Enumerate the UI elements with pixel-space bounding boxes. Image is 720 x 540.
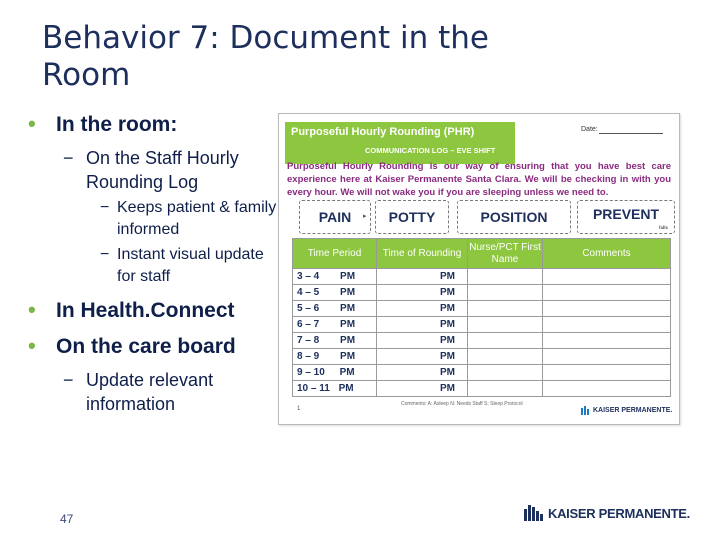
- dash-icon: −: [63, 148, 74, 168]
- bullet-list: [28, 112, 278, 416]
- time-slot: 6 – 7: [297, 319, 320, 330]
- comments-cell: [543, 365, 671, 381]
- sub-bullet-staff-log: [28, 146, 278, 194]
- nurse-cell: [468, 269, 543, 285]
- brand-logo: [524, 505, 690, 521]
- pm-label: PM: [340, 303, 356, 314]
- column-header-time-period: Time Period: [293, 239, 377, 269]
- table-row: [293, 365, 671, 381]
- column-header-nurse: Nurse/PCT First Name: [468, 239, 543, 269]
- pm-label: PM: [440, 351, 455, 362]
- category-position: [457, 200, 571, 234]
- table-row: [293, 317, 671, 333]
- pm-label: PM: [340, 319, 356, 330]
- nurse-cell: [468, 349, 543, 365]
- bullet-in-room: [28, 112, 278, 138]
- date-line: [599, 133, 663, 134]
- bullet-care-board: [28, 334, 278, 360]
- time-slot-cell: [293, 349, 377, 365]
- pm-label: PM: [440, 303, 455, 314]
- dash-icon: −: [100, 246, 110, 263]
- rounding-time-cell: [377, 365, 468, 381]
- table-row: [293, 285, 671, 301]
- sub-sub-bullet-keeps-informed: [28, 197, 278, 241]
- rounding-time-cell: [377, 349, 468, 365]
- time-slot: 7 – 8: [297, 335, 320, 346]
- pm-label: PM: [440, 287, 455, 298]
- bullet-health-connect: [28, 298, 278, 324]
- pm-label: PM: [339, 367, 355, 378]
- pm-label: PM: [440, 335, 455, 346]
- pm-label: PM: [340, 351, 356, 362]
- comments-cell: [543, 301, 671, 317]
- time-slot-cell: [293, 317, 377, 333]
- brand-text: KAISER PERMANENTE.: [548, 505, 690, 521]
- title-line-1: Behavior 7: Document in the: [42, 20, 489, 56]
- category-label: POTTY: [388, 209, 436, 225]
- comments-cell: [543, 317, 671, 333]
- comments-cell: [543, 285, 671, 301]
- form-footer-legend: Comments: A: Asleep N: Needs Staff S: Sleep Protocol: [401, 401, 523, 407]
- date-label: Date:: [581, 126, 598, 133]
- sub-bullet-update-info: [28, 368, 278, 416]
- bullet-dot-icon: •: [28, 333, 36, 358]
- rounding-time-cell: [377, 301, 468, 317]
- time-slot-cell: [293, 381, 377, 397]
- category-label: PREVENT: [592, 206, 660, 222]
- bullet-text: On the care board: [56, 335, 236, 358]
- table-header-row: [293, 239, 671, 269]
- pm-label: PM: [340, 335, 356, 346]
- comments-cell: [543, 349, 671, 365]
- table-row: [293, 381, 671, 397]
- pm-label: PM: [340, 271, 356, 282]
- nurse-cell: [468, 365, 543, 381]
- comments-cell: [543, 269, 671, 285]
- sub-bullet-text: On the Staff Hourly Rounding Log: [86, 148, 239, 192]
- comments-cell: [543, 381, 671, 397]
- table-row: [293, 301, 671, 317]
- form-page-number: 1: [297, 406, 301, 412]
- title-line-2: Room: [42, 57, 131, 93]
- category-pain: [299, 200, 371, 234]
- form-brand-text: KAISER PERMANENTE.: [593, 407, 673, 414]
- rounding-time-cell: [377, 317, 468, 333]
- rounding-time-cell: [377, 333, 468, 349]
- time-slot-cell: [293, 269, 377, 285]
- column-header-comments: Comments: [543, 239, 671, 269]
- bullet-dot-icon: •: [28, 111, 36, 136]
- form-intro: Purposeful Hourly Rounding is our way of ensuring that you have best care experience here at Kaiser Permanente Santa Clara. We will be checking in with you every hour. We will not wake you if you are sleeping unless we need to.: [287, 161, 671, 198]
- time-slot-cell: [293, 285, 377, 301]
- pm-label: PM: [440, 367, 455, 378]
- table-row: [293, 269, 671, 285]
- sub-sub-bullet-text: Keeps patient & family informed: [117, 199, 277, 238]
- dash-icon: −: [100, 199, 110, 216]
- nurse-cell: [468, 333, 543, 349]
- form-brand-logo: [581, 406, 672, 415]
- rounding-time-cell: [377, 381, 468, 397]
- sub-sub-bullet-visual-update: [28, 244, 278, 288]
- page-number: 47: [60, 512, 74, 526]
- rounding-time-cell: [377, 269, 468, 285]
- rounding-time-cell: [377, 285, 468, 301]
- time-slot: 8 – 9: [297, 351, 320, 362]
- prevent-sub-label: falls: [658, 225, 668, 230]
- time-slot: 3 – 4: [297, 271, 320, 282]
- arrow-icon: ▸: [363, 213, 367, 220]
- slide-title: [42, 20, 522, 94]
- bullet-text: In the room:: [56, 113, 178, 136]
- time-slot-cell: [293, 333, 377, 349]
- column-header-time-of-rounding: Time of Rounding: [377, 239, 468, 269]
- time-slot: 9 – 10: [297, 367, 325, 378]
- pm-label: PM: [338, 383, 354, 394]
- bullet-text: In Health.Connect: [56, 299, 235, 322]
- pm-label: PM: [440, 319, 455, 330]
- nurse-cell: [468, 317, 543, 333]
- category-prevent: [577, 200, 675, 234]
- table-row: [293, 333, 671, 349]
- form-header: [285, 122, 515, 164]
- dash-icon: −: [63, 370, 74, 390]
- table-row: [293, 349, 671, 365]
- rounding-table: [292, 238, 671, 397]
- time-slot: 10 – 11: [297, 383, 330, 394]
- kaiser-logo-icon: [581, 406, 591, 415]
- pm-label: PM: [340, 287, 356, 298]
- time-slot: 4 – 5: [297, 287, 320, 298]
- form-title: Purposeful Hourly Rounding (PHR): [291, 126, 475, 138]
- kaiser-logo-icon: [524, 505, 544, 521]
- rounding-log-form: [278, 113, 680, 425]
- pm-label: PM: [440, 383, 455, 394]
- category-label: PAIN: [318, 209, 352, 225]
- comments-cell: [543, 333, 671, 349]
- form-subtitle: COMMUNICATION LOG – EVE SHIFT: [365, 146, 496, 155]
- bullet-dot-icon: •: [28, 297, 36, 322]
- time-slot: 5 – 6: [297, 303, 320, 314]
- sub-bullet-text: Update relevant information: [86, 370, 214, 414]
- nurse-cell: [468, 381, 543, 397]
- sub-sub-bullet-text: Instant visual update for staff: [117, 246, 264, 285]
- nurse-cell: [468, 285, 543, 301]
- time-slot-cell: [293, 365, 377, 381]
- category-potty: [375, 200, 449, 234]
- pm-label: PM: [440, 271, 455, 282]
- time-slot-cell: [293, 301, 377, 317]
- category-label: POSITION: [480, 209, 548, 225]
- nurse-cell: [468, 301, 543, 317]
